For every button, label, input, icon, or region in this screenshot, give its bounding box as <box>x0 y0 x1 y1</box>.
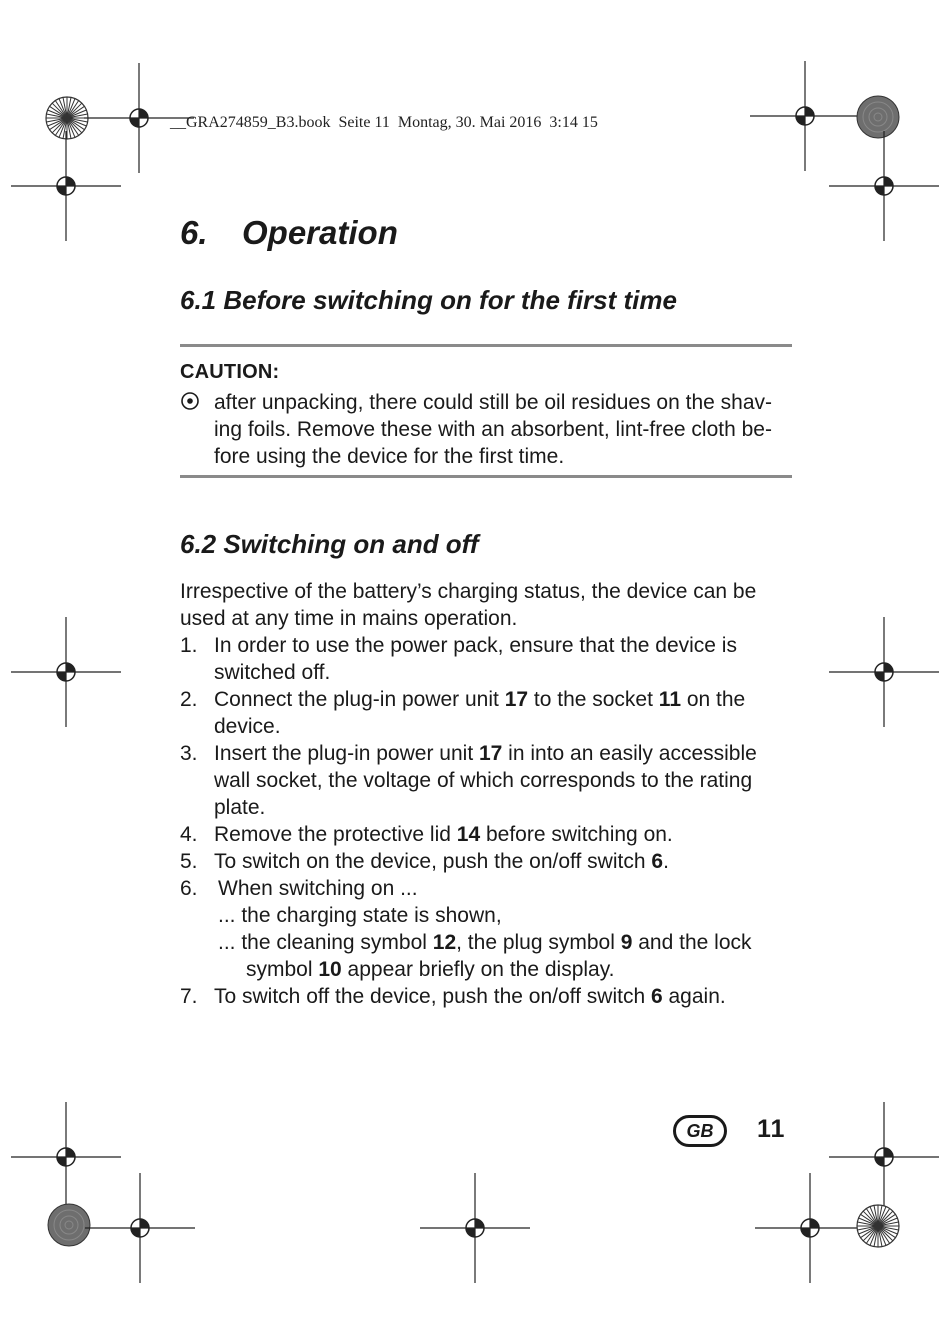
switching-instructions <box>180 578 800 1010</box>
ref-number: 10 <box>318 958 342 981</box>
circle-dot-bullet-icon <box>180 391 200 411</box>
ref-number: 6 <box>651 850 664 873</box>
ref-number: 17 <box>504 688 529 711</box>
step-1-continued: switched off. <box>214 661 331 684</box>
step-6-sub-item-continued: symbol 10 appear briefly on the display. <box>246 958 615 981</box>
step-3: 3. Insert the plug-in power unit 17 in into an easily accessible <box>180 742 757 765</box>
step-3-continued: plate. <box>214 796 266 819</box>
caution-body <box>180 389 792 470</box>
section-heading <box>180 214 398 252</box>
subsection-heading-before-first-use: 6.1 Before switching on for the first time <box>180 285 677 315</box>
caution-title: CAUTION: <box>180 361 280 383</box>
step-2-continued: device. <box>214 715 281 738</box>
ref-number: 6 <box>650 985 663 1008</box>
section-title: Operation <box>242 214 398 251</box>
step-6-sub-item: ... the cleaning symbol 12, the plug symbol 9 and the lock <box>218 931 752 954</box>
section-number: 6. <box>180 214 208 251</box>
ref-number: 12 <box>432 931 457 954</box>
caution-line: ing foils. Remove these with an absorbent, lint-free cloth be- <box>214 418 772 441</box>
country-badge: GB <box>673 1115 727 1147</box>
step-6-sub-item: ... the charging state is shown, <box>218 904 502 927</box>
step-1: 1. In order to use the power pack, ensure that the device is <box>180 634 737 657</box>
subsection-heading-switching: 6.2 Switching on and off <box>180 529 479 559</box>
step-3-continued: wall socket, the voltage of which corresponds to the rating <box>214 769 753 792</box>
intro-line: Irrespective of the battery’s charging status, the device can be <box>180 580 757 603</box>
ref-number: 17 <box>478 742 503 765</box>
ref-number: 14 <box>456 823 481 846</box>
caution-top-rule <box>180 344 792 347</box>
page-number: 11 <box>757 1115 786 1143</box>
step-5: 5. To switch on the device, push the on/off switch 6. <box>180 850 669 873</box>
step-2: 2. Connect the plug-in power unit 17 to the socket 11 on the <box>180 688 746 711</box>
caution-bottom-rule <box>180 475 792 478</box>
caution-line: fore using the device for the first time. <box>214 445 565 468</box>
book-file-header: __GRA274859_B3.book Seite 11 Montag, 30. Mai 2016 3:14 15 <box>170 114 598 131</box>
step-6: 6. When switching on ... <box>180 877 418 900</box>
intro-line: used at any time in mains operation. <box>180 607 518 630</box>
ref-number: 9 <box>620 931 633 954</box>
step-4: 4. Remove the protective lid 14 before switching on. <box>180 823 673 846</box>
step-7: 7. To switch off the device, push the on/off switch 6 again. <box>180 985 726 1008</box>
caution-line: after unpacking, there could still be oil residues on the shav- <box>214 391 772 414</box>
ref-number: 11 <box>658 688 681 711</box>
